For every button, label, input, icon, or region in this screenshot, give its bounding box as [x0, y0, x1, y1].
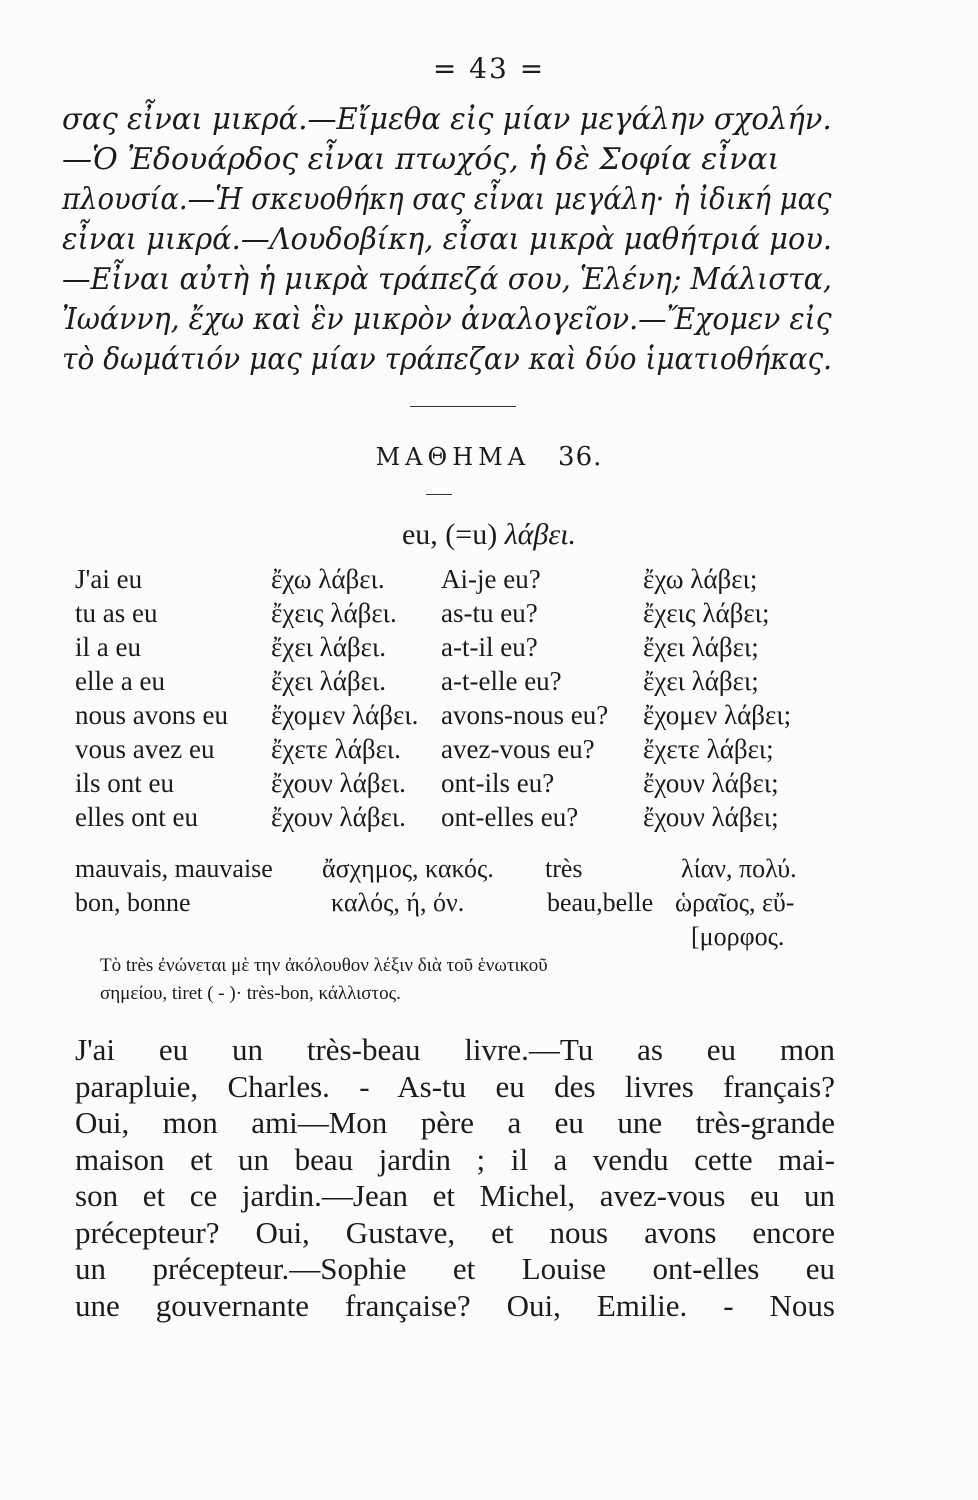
- vocab-greek-continuation: [μορφος.: [691, 922, 785, 951]
- french-question: as-tu eu?: [441, 598, 538, 628]
- vocab-greek: καλός, ή, όν.: [331, 888, 465, 917]
- conjugation-row: [75, 630, 835, 664]
- greek-question: ἔχει λάβει;: [643, 666, 759, 696]
- french-question: Ai-je eu?: [441, 564, 541, 594]
- french-question: avez-vous eu?: [441, 734, 595, 764]
- greek-form: ἔχουν λάβει.: [271, 802, 406, 832]
- vocab-french-2: beau,belle: [547, 888, 654, 917]
- conjugation-row: [75, 732, 835, 766]
- greek-form: ἔχεις λάβει.: [271, 598, 397, 628]
- french-question: a-t-elle eu?: [441, 666, 562, 696]
- greek-form: ἔχει λάβει.: [271, 666, 387, 696]
- vocab-greek-2: ὡραῖος, εὔ-: [675, 888, 795, 917]
- subtitle-french: eu, (=u): [401, 518, 498, 551]
- text-line: une gouvernante française? Oui, Emilie. - Nous: [75, 1287, 835, 1323]
- vocab-french: mauvais, mauvaise: [75, 854, 273, 883]
- text-line: Oui, mon ami—Mon père a eu une très-grande: [75, 1105, 835, 1140]
- page-number: = 43 =: [432, 52, 546, 85]
- french-form: elle a eu: [75, 666, 165, 696]
- conjugation-row: [75, 766, 835, 800]
- vocab-french-2: très: [545, 854, 583, 883]
- vocabulary-row: [75, 852, 835, 886]
- greek-question: ἔχετε λάβει;: [643, 734, 774, 764]
- greek-question: ἔχουν λάβει;: [643, 768, 779, 798]
- greek-paragraph: [62, 100, 832, 380]
- french-form: ils ont eu: [75, 768, 174, 798]
- greek-form: ἔχει λάβει.: [271, 632, 387, 662]
- french-form: tu as eu: [75, 598, 158, 628]
- greek-form: ἔχομεν λάβει.: [271, 700, 419, 730]
- conjugation-row: [75, 596, 835, 630]
- vocab-greek-2: λίαν, πολύ.: [681, 854, 797, 883]
- french-question: ont-ils eu?: [441, 768, 555, 798]
- conjugation-row: [75, 664, 835, 698]
- vocab-greek: ἄσχημος, κακός.: [322, 854, 494, 883]
- french-paragraph: [75, 1032, 835, 1324]
- french-form: elles ont eu: [75, 802, 198, 832]
- greek-question: ἔχεις λάβει;: [643, 598, 770, 628]
- french-form: nous avons eu: [75, 700, 228, 730]
- text-line: εἶναι μικρά.—Λουδοβίκη, εἶσαι μικρὰ μαθήτριά μου.: [62, 222, 833, 257]
- text-line: maison et un beau jardin ; il a vendu cette mai-: [75, 1141, 835, 1177]
- greek-form: ἔχετε λάβει.: [271, 734, 401, 764]
- text-line: un précepteur.—Sophie et Louise ont-elles eu: [75, 1251, 835, 1286]
- french-form: il a eu: [75, 632, 141, 662]
- conjugation-row: [75, 562, 835, 596]
- french-question: a-t-il eu?: [441, 632, 538, 662]
- text-line: parapluie, Charles. - As-tu eu des livres français?: [75, 1068, 835, 1104]
- text-line: —Ὁ Ἐδουάρδος εἶναι πτωχός, ἡ δὲ Σοφία εἶναι: [62, 142, 780, 177]
- french-form: J'ai eu: [75, 564, 143, 594]
- vocabulary-list: [75, 852, 835, 954]
- text-line: —Εἶναι αὐτὴ ἡ μικρὰ τράπεζά σου, Ἑλένη; Μάλιστα,: [62, 262, 832, 297]
- conjugation-row: [75, 698, 835, 732]
- section-divider: [410, 406, 516, 407]
- footnote: [100, 952, 840, 1008]
- french-question: avons-nous eu?: [441, 700, 609, 730]
- greek-question: ἔχω λάβει;: [643, 564, 758, 594]
- text-line: précepteur? Oui, Gustave, et nous avons encore: [75, 1214, 835, 1250]
- greek-question: ἔχει λάβει;: [643, 632, 759, 662]
- vocabulary-row: [75, 886, 835, 920]
- note-line: σημείου, tiret ( - )· très-bon, κάλλιστος.: [100, 983, 401, 1004]
- text-line: Ἰωάννη, ἔχω καὶ ἓν μικρὸν ἀναλογεῖον.—Ἔχομεν εἰς: [62, 302, 832, 337]
- conjugation-row: [75, 800, 835, 834]
- text-line: son et ce jardin.—Jean et Michel, avez-vous eu un: [75, 1178, 835, 1213]
- french-question: ont-elles eu?: [441, 802, 579, 832]
- text-line: πλουσία.—Ἡ σκευοθήκη σας εἶναι μεγάλη· ἡ ἰδική μας: [62, 182, 832, 217]
- subtitle-greek: λάβει.: [504, 518, 577, 551]
- text-line: σας εἶναι μικρά.—Εἴμεθα εἰς μίαν μεγάλην σχολήν.: [62, 102, 832, 137]
- vocab-french: bon, bonne: [75, 888, 191, 917]
- heading-underline: [426, 494, 452, 495]
- note-line: Τὸ très ἐνώνεται μὲ την ἀκόλουθον λέξιν διὰ τοῦ ἑνωτικοῦ: [100, 955, 548, 976]
- text-line: τὸ δωμάτιόν μας μίαν τράπεζαν καὶ δύο ἱματιοθήκας.: [62, 342, 833, 377]
- lesson-heading: [0, 442, 978, 472]
- greek-question: ἔχομεν λάβει;: [643, 700, 792, 730]
- text-line: J'ai eu un très-beau livre.—Tu as eu mon: [75, 1032, 835, 1067]
- lesson-title: ΜΑΘΗΜΑ: [375, 443, 531, 471]
- vocabulary-row: [75, 920, 835, 954]
- french-form: vous avez eu: [75, 734, 215, 764]
- lesson-number: 36.: [558, 442, 603, 472]
- lesson-subtitle: [0, 518, 978, 552]
- greek-form: ἔχω λάβει.: [271, 564, 385, 594]
- conjugation-table: [75, 562, 835, 834]
- greek-question: ἔχουν λάβει;: [643, 802, 779, 832]
- greek-form: ἔχουν λάβει.: [271, 768, 406, 798]
